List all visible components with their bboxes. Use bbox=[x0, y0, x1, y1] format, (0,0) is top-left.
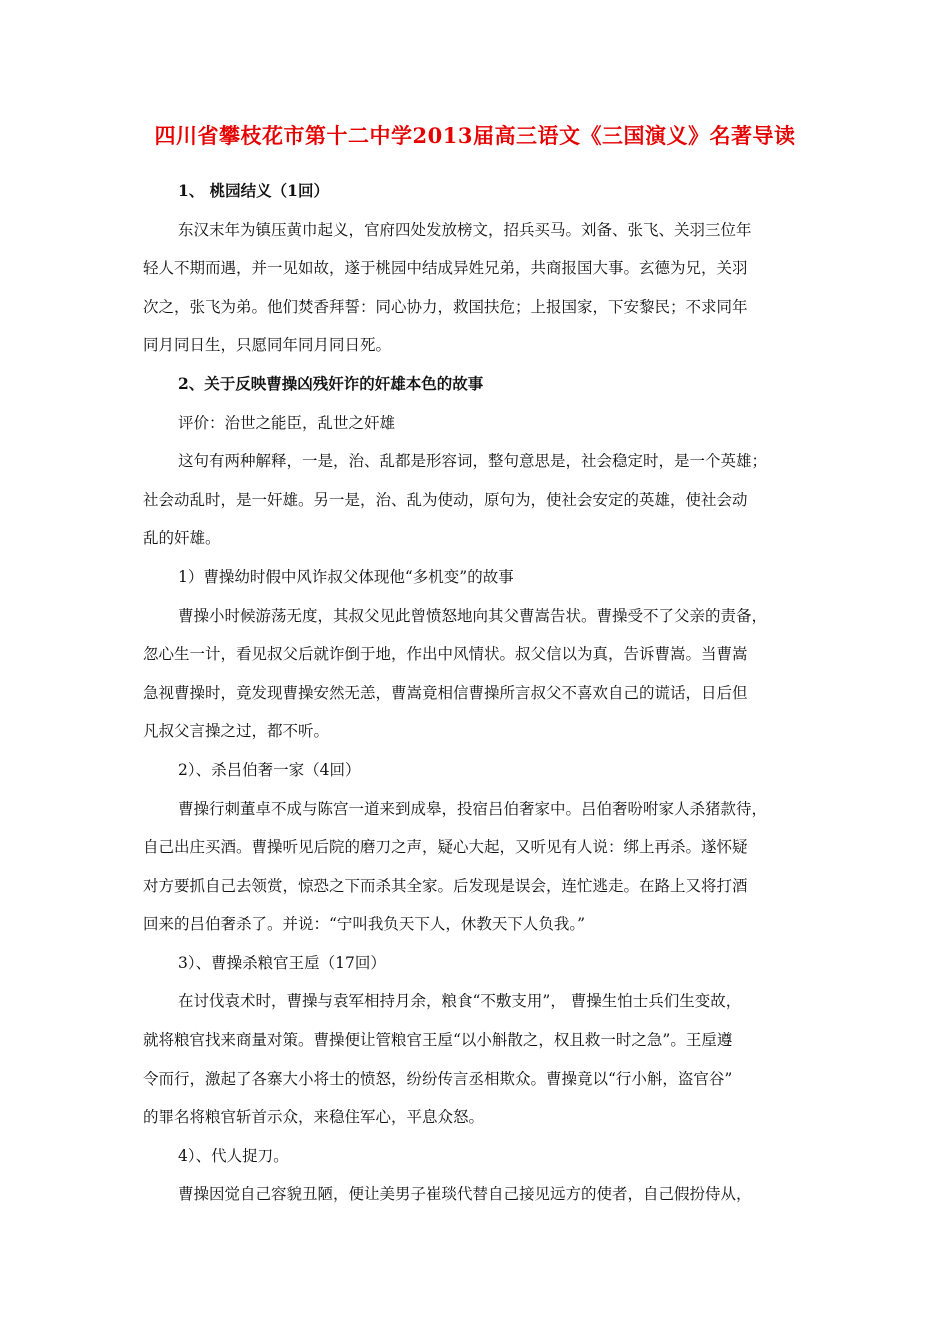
section-heading: 2、关于反映曹操凶残奸诈的奸雄本色的故事 bbox=[178, 373, 484, 393]
text-line: 社会动乱时，是一奸雄。另一是，治、乱为使动，原句为，使社会安定的英雄，使社会动 bbox=[143, 490, 748, 509]
text-line: 曹操因觉自己容貌丑陋，便让美男子崔琰代替自己接见远方的使者，自己假扮侍从， bbox=[178, 1185, 752, 1204]
text-line: 曹操行刺董卓不成与陈宫一道来到成皋，投宿吕伯奢家中。吕伯奢吩咐家人杀猪款待， bbox=[178, 799, 768, 818]
text-line: 同月同日生，只愿同年同月同日死。 bbox=[143, 336, 392, 355]
text-line: 轻人不期而遇，并一见如故，遂于桃园中结成异姓兄弟，共商报国大事。玄德为兄，关羽 bbox=[143, 259, 748, 278]
text-line: 评价：治世之能臣，乱世之奸雄 bbox=[178, 413, 396, 432]
text-line: 在讨伐袁术时，曹操与袁军相持月余，粮食“不敷支用”， 曹操生怕士兵们生变故， bbox=[178, 992, 742, 1011]
section-heading: 1、 桃园结义（1回） bbox=[178, 181, 329, 200]
text-line: 忽心生一计，看见叔父后就诈倒于地，作出中风情状。叔父信以为真，告诉曹嵩。当曹嵩 bbox=[143, 645, 748, 664]
text-line: 4）、代人捉刀。 bbox=[178, 1146, 289, 1165]
text-line: 次之，张飞为弟。他们焚香拜誓：同心协力，救国扶危；上报国家，下安黎民；不求同年 bbox=[143, 297, 748, 316]
text-line: 令而行，激起了各寨大小将士的愤怒，纷纷传言丞相欺众。曹操竟以“行小斛，盗官谷” bbox=[143, 1069, 733, 1088]
text-line: 自己出庄买酒。曹操听见后院的磨刀之声，疑心大起，又听见有人说：绑上再杀。遂怀疑 bbox=[143, 838, 748, 857]
text-line: 凡叔父言操之过，都不听。 bbox=[143, 722, 330, 741]
text-line: 2）、杀吕伯奢一家（4回） bbox=[178, 760, 361, 779]
document-title: 四川省攀枝花市第十二中学2013届高三语文《三国演义》名著导读 bbox=[154, 123, 796, 148]
text-line: 对方要抓自己去领赏，惊恐之下而杀其全家。后发现是误会，连忙逃走。在路上又将打酒 bbox=[143, 876, 748, 895]
document-body bbox=[143, 172, 813, 1214]
text-line: 的罪名将粮官斩首示众，来稳住军心，平息众怒。 bbox=[143, 1108, 485, 1127]
text-line: 急视曹操时，竟发现曹操安然无恙，曹嵩竟相信曹操所言叔父不喜欢自己的谎话，日后但 bbox=[143, 683, 748, 702]
text-line: 回来的吕伯奢杀了。并说：“宁叫我负天下人，休教天下人负我。” bbox=[143, 915, 586, 934]
text-line: 曹操小时候游荡无度，其叔父见此曾愤怒地向其父曹嵩告状。曹操受不了父亲的责备， bbox=[178, 606, 768, 625]
text-line: 这句有两种解释，一是，治、乱都是形容词，整句意思是，社会稳定时，是一个英雄； bbox=[178, 452, 768, 471]
text-line: 乱的奸雄。 bbox=[143, 529, 221, 548]
text-line: 东汉末年为镇压黄巾起义，官府四处发放榜文，招兵买马。刘备、张飞、关羽三位年 bbox=[178, 220, 752, 239]
text-line: 3）、曹操杀粮官王垕（17回） bbox=[178, 953, 386, 972]
text-line: 就将粮官找来商量对策。曹操便让管粮官王垕“以小斛散之，权且救一时之急”。王垕遵 bbox=[143, 1031, 733, 1050]
text-line: 1）曹操幼时假中风诈叔父体现他“多机变”的故事 bbox=[178, 567, 514, 586]
